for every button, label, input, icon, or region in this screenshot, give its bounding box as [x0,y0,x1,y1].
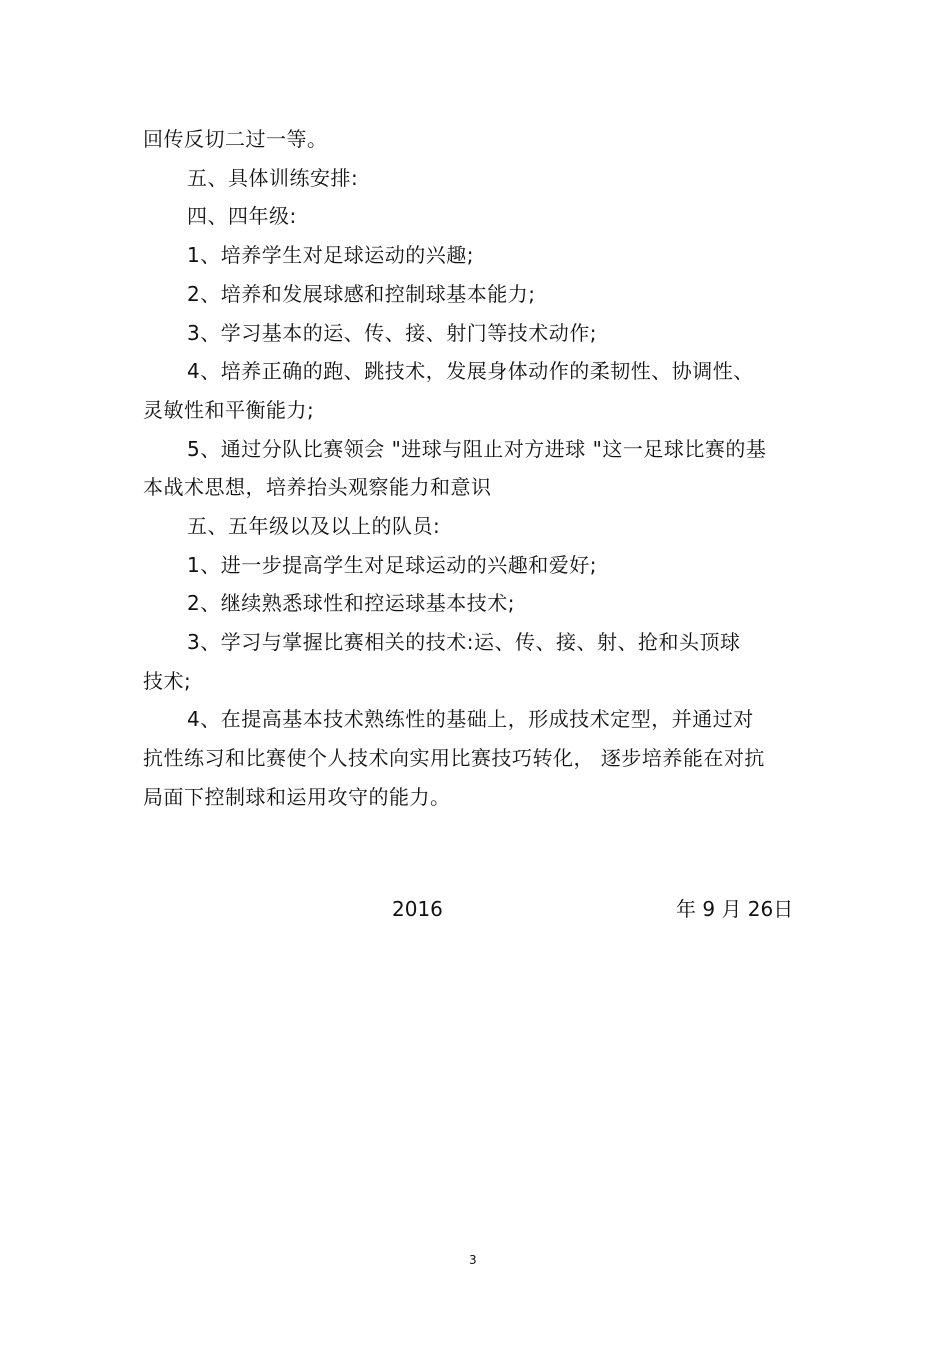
grade-five-item-1: 1、进一步提高学生对足球运动的兴趣和爱好; [187,553,597,577]
grade-five-item-4-continued: 抗性练习和比赛使个人技术向实用比赛技巧转化， 逐步培养能在对抗 [143,746,765,770]
date-month-day: 年 9 月 26日 [676,897,794,921]
grade-five-item-3-continued: 技术; [143,669,192,693]
section-heading-grade-four: 四、四年级: [187,204,297,228]
grade-four-item-3: 3、学习基本的运、传、接、射门等技术动作; [187,321,597,345]
page-number: 3 [469,1253,477,1267]
grade-five-item-2: 2、继续熟悉球性和控运球基本技术; [187,591,515,615]
grade-four-item-5: 5、通过分队比赛领会 "进球与阻止对方进球 "这一足球比赛的基 [187,437,767,461]
grade-four-item-1: 1、培养学生对足球运动的兴趣; [187,243,474,267]
grade-four-item-4-continued: 灵敏性和平衡能力; [143,398,315,422]
text-line-continuation: 回传反切二过一等。 [143,127,328,151]
section-heading-training-arrangement: 五、具体训练安排: [187,166,359,190]
grade-four-item-5-continued: 本战术思想，培养抬头观察能力和意识 [143,475,492,499]
grade-five-item-3: 3、学习与掌握比赛相关的技术:运、传、接、射、抢和头顶球 [187,630,741,654]
date-year: 2016 [392,897,443,921]
grade-four-item-4: 4、培养正确的跑、跳技术，发展身体动作的柔韧性、协调性、 [187,359,754,383]
grade-four-item-2: 2、培养和发展球感和控制球基本能力; [187,282,536,306]
grade-five-item-4-continued-2: 局面下控制球和运用攻守的能力。 [143,785,451,809]
section-heading-grade-five: 五、五年级以及以上的队员: [187,514,441,538]
grade-five-item-4: 4、在提高基本技术熟练性的基础上，形成技术定型，并通过对 [187,707,754,731]
